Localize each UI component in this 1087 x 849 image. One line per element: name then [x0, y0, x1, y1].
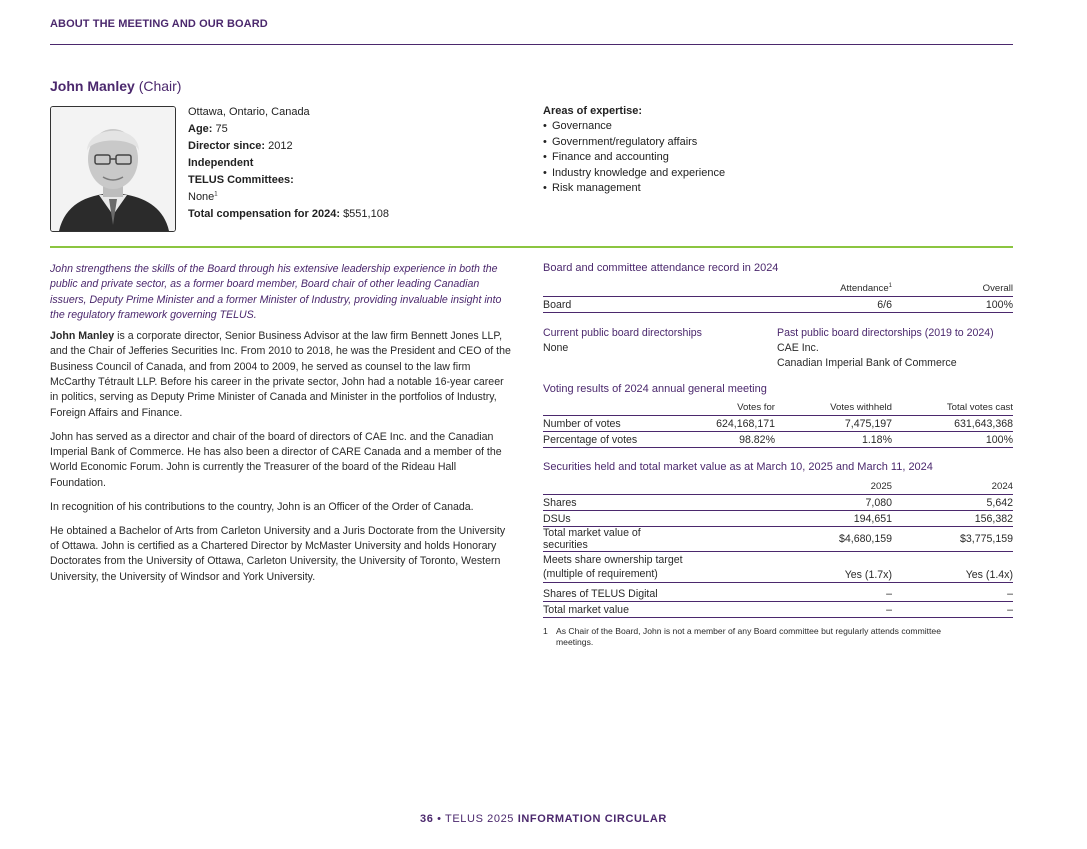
bio-paragraph-2: John has served as a director and chair of the board of directors of CAE Inc. and the Canadian Imperial Bank of Commerce. He has also been a director of CARE Canada and a member of the World Economic Forum. John is currently the Treasurer of the board of the Rideau Hall Foundation. [50, 430, 502, 489]
director-name: John Manley [50, 78, 135, 94]
page-number: 36 [420, 813, 434, 825]
director-compensation: Total compensation for 2024: $551,108 [188, 208, 389, 220]
expertise-item: • Governance [543, 119, 725, 134]
director-role: (Chair) [138, 78, 182, 94]
current-directorships-value: None [543, 342, 569, 354]
voting-title: Voting results of 2024 annual general meeting [543, 383, 767, 395]
bio-quote: John strengthens the skills of the Board through his extensive leadership experience in both the public and private sector, as a former board member, Board chair of other leading Canadian issuers, Deputy Prime Minister and a former Minister of Industry, providing invaluable insight into the regulatory framework governing TELUS. [50, 263, 502, 321]
past-directorship-item: CAE Inc. [777, 342, 819, 354]
attendance-table [543, 281, 1013, 313]
securities-title: Securities held and total market value as at March 10, 2025 and March 11, 2024 [543, 461, 933, 473]
director-facts [188, 104, 389, 223]
director-photo [50, 106, 176, 232]
bio-paragraph-1: John Manley is a corporate director, Senior Business Advisor at the law firm Bennett Jones LLP, and the Chair of Jefferies Securities Inc. From 2010 to 2018, he was the President and CEO of the Business Council of Canada, and from 2004 to 2009, he served as counsel to the law firm McCarthy Tétrault LLP. Before his career in the private sector, John had a notable 16-year career in politics, serving as Deputy Prime Minister of Canada and Minister in the portfolios of Industry, Foreign Affairs and Finance. [50, 330, 511, 419]
expertise-list [543, 119, 725, 196]
expertise-item: • Finance and accounting [543, 150, 725, 165]
attendance-col-header: Attendance$^1$ [683, 281, 892, 297]
past-directorship-item: Canadian Imperial Bank of Commerce [777, 357, 957, 369]
section-divider [50, 246, 1013, 248]
bio-paragraph-3: In recognition of his contributions to the country, John is an Officer of the Order of Canada. [50, 500, 474, 513]
footer-separator: • [437, 813, 442, 825]
expertise-item: • Risk management [543, 181, 725, 196]
expertise-item: • Government/regulatory affairs [543, 135, 725, 150]
expertise-block [543, 104, 725, 196]
biography-column [50, 262, 512, 594]
current-directorships-title: Current public board directorships [543, 327, 702, 339]
table-row: Total market value – – [543, 603, 1013, 616]
table-row: Percentage of votes 98.82% 1.18% 100% [543, 433, 1013, 446]
director-location: Ottawa, Ontario, Canada [188, 106, 310, 118]
directorships-block [543, 326, 1013, 371]
committees-footnote-ref: 1 [214, 191, 218, 198]
director-since: Director since: 2012 [188, 140, 293, 152]
table-row: Shares 7,080 5,642 [543, 496, 1013, 509]
overall-col-header: Overall [892, 281, 1013, 297]
footer-company: TELUS 2025 [445, 813, 515, 825]
section-header: ABOUT THE MEETING AND OUR BOARD [50, 18, 268, 30]
table-row: Number of votes 624,168,171 7,475,197 631,643,368 [543, 417, 1013, 430]
table-row: Total market value of securities $4,680,159 $3,775,159 [543, 527, 1013, 551]
table-row: Board 6/6 100% [543, 298, 1013, 311]
attendance-title: Board and committee attendance record in 2024 [543, 262, 779, 274]
footer-doc-title: INFORMATION CIRCULAR [517, 813, 667, 825]
committees-value: None$^1$ [188, 191, 218, 203]
table-row: DSUs 194,651 156,382 [543, 512, 1013, 525]
director-independence: Independent [188, 157, 254, 169]
director-age: Age: 75 [188, 123, 228, 135]
page-footer [0, 813, 1087, 825]
bio-paragraph-4: He obtained a Bachelor of Arts from Carleton University and a Juris Doctorate from the University of Ottawa. John is certified as a Chartered Director by McMaster University and holds Honorary Doctorates from the University of Ottawa, Carleton University, the University of Toronto, Western University, the University of Windsor and York University. [50, 524, 506, 583]
securities-table: 2025 2024 Shares 7,080 5,642 DSUs 194,651 156,382 Total market value of securities $4,680,159 $3,775,159 Meets share ownership target (multiple of requirement) Yes (1.7x) Yes (1.4x) Shares of TELUS Digital – – Total market value – – [543, 480, 1013, 616]
table-row: Shares of TELUS Digital – – [543, 587, 1013, 600]
table-row: Meets share ownership target (multiple of requirement) Yes (1.7x) Yes (1.4x) [543, 552, 1013, 583]
footnote-text: As Chair of the Board, John is not a member of any Board committee but regularly attends committee meetings. [556, 626, 941, 647]
header-divider [50, 44, 1013, 45]
expertise-title: Areas of expertise: [543, 105, 643, 117]
expertise-item: • Industry knowledge and experience [543, 166, 725, 181]
past-directorships-title: Past public board directorships (2019 to 2024) [777, 327, 994, 339]
portrait-image [51, 107, 175, 231]
director-name-heading [50, 78, 181, 94]
committees-label: TELUS Committees: [188, 174, 294, 186]
footnote [543, 626, 1013, 648]
voting-table: Votes for Votes withheld Total votes cast Number of votes 624,168,171 7,475,197 631,643,368 Percentage of votes 98.82% 1.18% 100% [543, 401, 1013, 446]
footnote-number: 1 [543, 626, 548, 636]
tables-column [543, 262, 1013, 648]
